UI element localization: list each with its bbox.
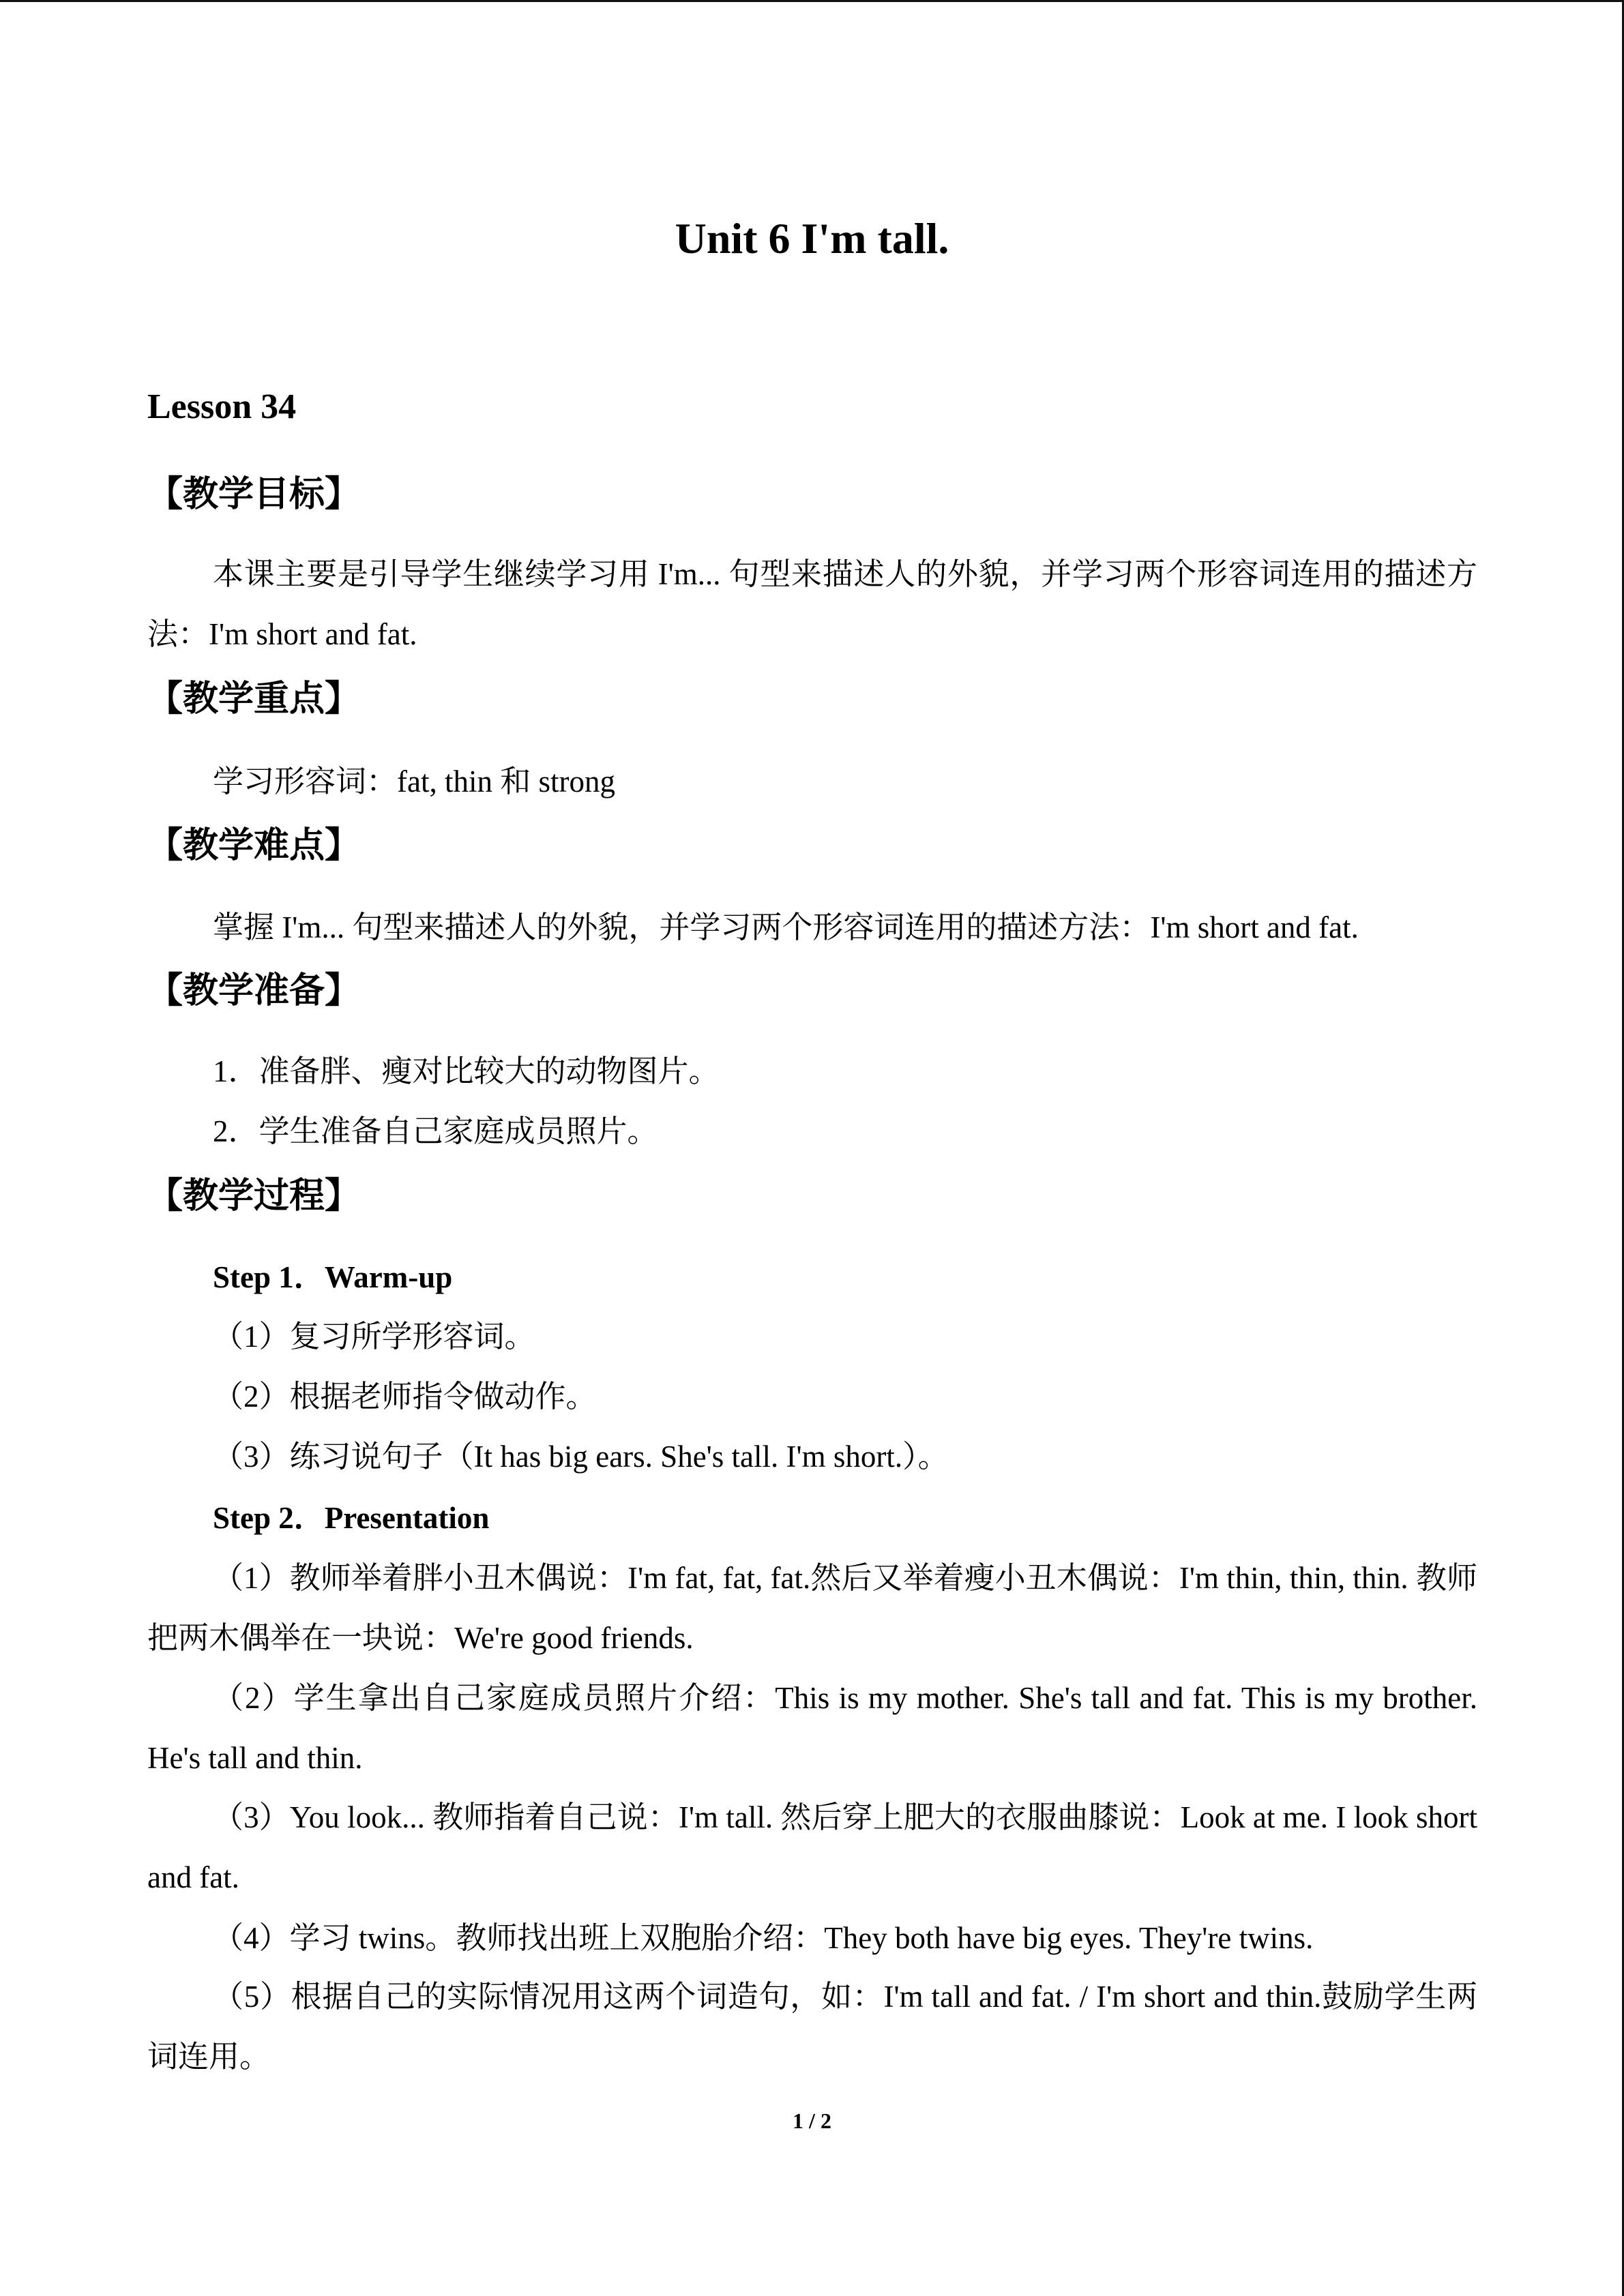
step-2-item: （5）根据自己的实际情况用这两个词造句，如：I'm tall and fat. / I'm short and thin.鼓励学生两词连用。 (147, 1980, 1477, 2074)
preparation-item: 2．学生准备自己家庭成员照片。 (213, 1114, 658, 1148)
step-1-item: （2）根据老师指令做动作。 (213, 1380, 597, 1414)
section-heading-difficulties: 【教学难点】 (147, 825, 361, 866)
objectives-paragraph: 本课主要是引导学生继续学习用 I'm... 句型来描述人的外貌，并学习两个形容词连用的描述方法：I'm short and fat. (147, 557, 1477, 651)
step-2-item: （2）学生拿出自己家庭成员照片介绍：This is my mother. She's tall and fat. This is my brother. He's tall and thin. (147, 1681, 1477, 1775)
key-points-paragraph: 学习形容词：fat, thin 和 strong (213, 764, 615, 799)
preparation-item: 1．准备胖、瘦对比较大的动物图片。 (213, 1054, 720, 1088)
difficulties-paragraph: 掌握 I'm... 句型来描述人的外貌，并学习两个形容词连用的描述方法：I'm short and fat. (213, 910, 1359, 944)
lesson-heading: Lesson 34 (147, 387, 297, 426)
section-heading-preparation: 【教学准备】 (147, 970, 361, 1011)
step-1-item: （3）练习说句子（It has big ears. She's tall. I'm short.）。 (213, 1440, 949, 1474)
step-2-item: （1）教师举着胖小丑木偶说：I'm fat, fat, fat.然后又举着瘦小丑木偶说：I'm thin, thin, thin. 教师把两木偶举在一块说：We're good friends. (147, 1561, 1477, 1655)
step-1-title: Step 1．Warm-up (213, 1260, 453, 1294)
step-1-item: （1）复习所学形容词。 (213, 1320, 535, 1354)
step-2-title: Step 2．Presentation (213, 1501, 490, 1535)
page-border-top (0, 0, 1624, 2)
document-title: Unit 6 I'm tall. (675, 214, 949, 263)
section-heading-process: 【教学过程】 (147, 1176, 361, 1217)
page-number: 1 / 2 (793, 2108, 831, 2133)
step-2-item: （4）学习 twins。教师找出班上双胞胎介绍：They both have big eyes. They're twins. (213, 1921, 1314, 1955)
section-heading-key-points: 【教学重点】 (147, 679, 361, 719)
section-heading-objectives: 【教学目标】 (147, 474, 361, 515)
step-2-item: （3）You look... 教师指着自己说：I'm tall. 然后穿上肥大的衣服曲膝说：Look at me. I look short and fat. (147, 1800, 1477, 1894)
